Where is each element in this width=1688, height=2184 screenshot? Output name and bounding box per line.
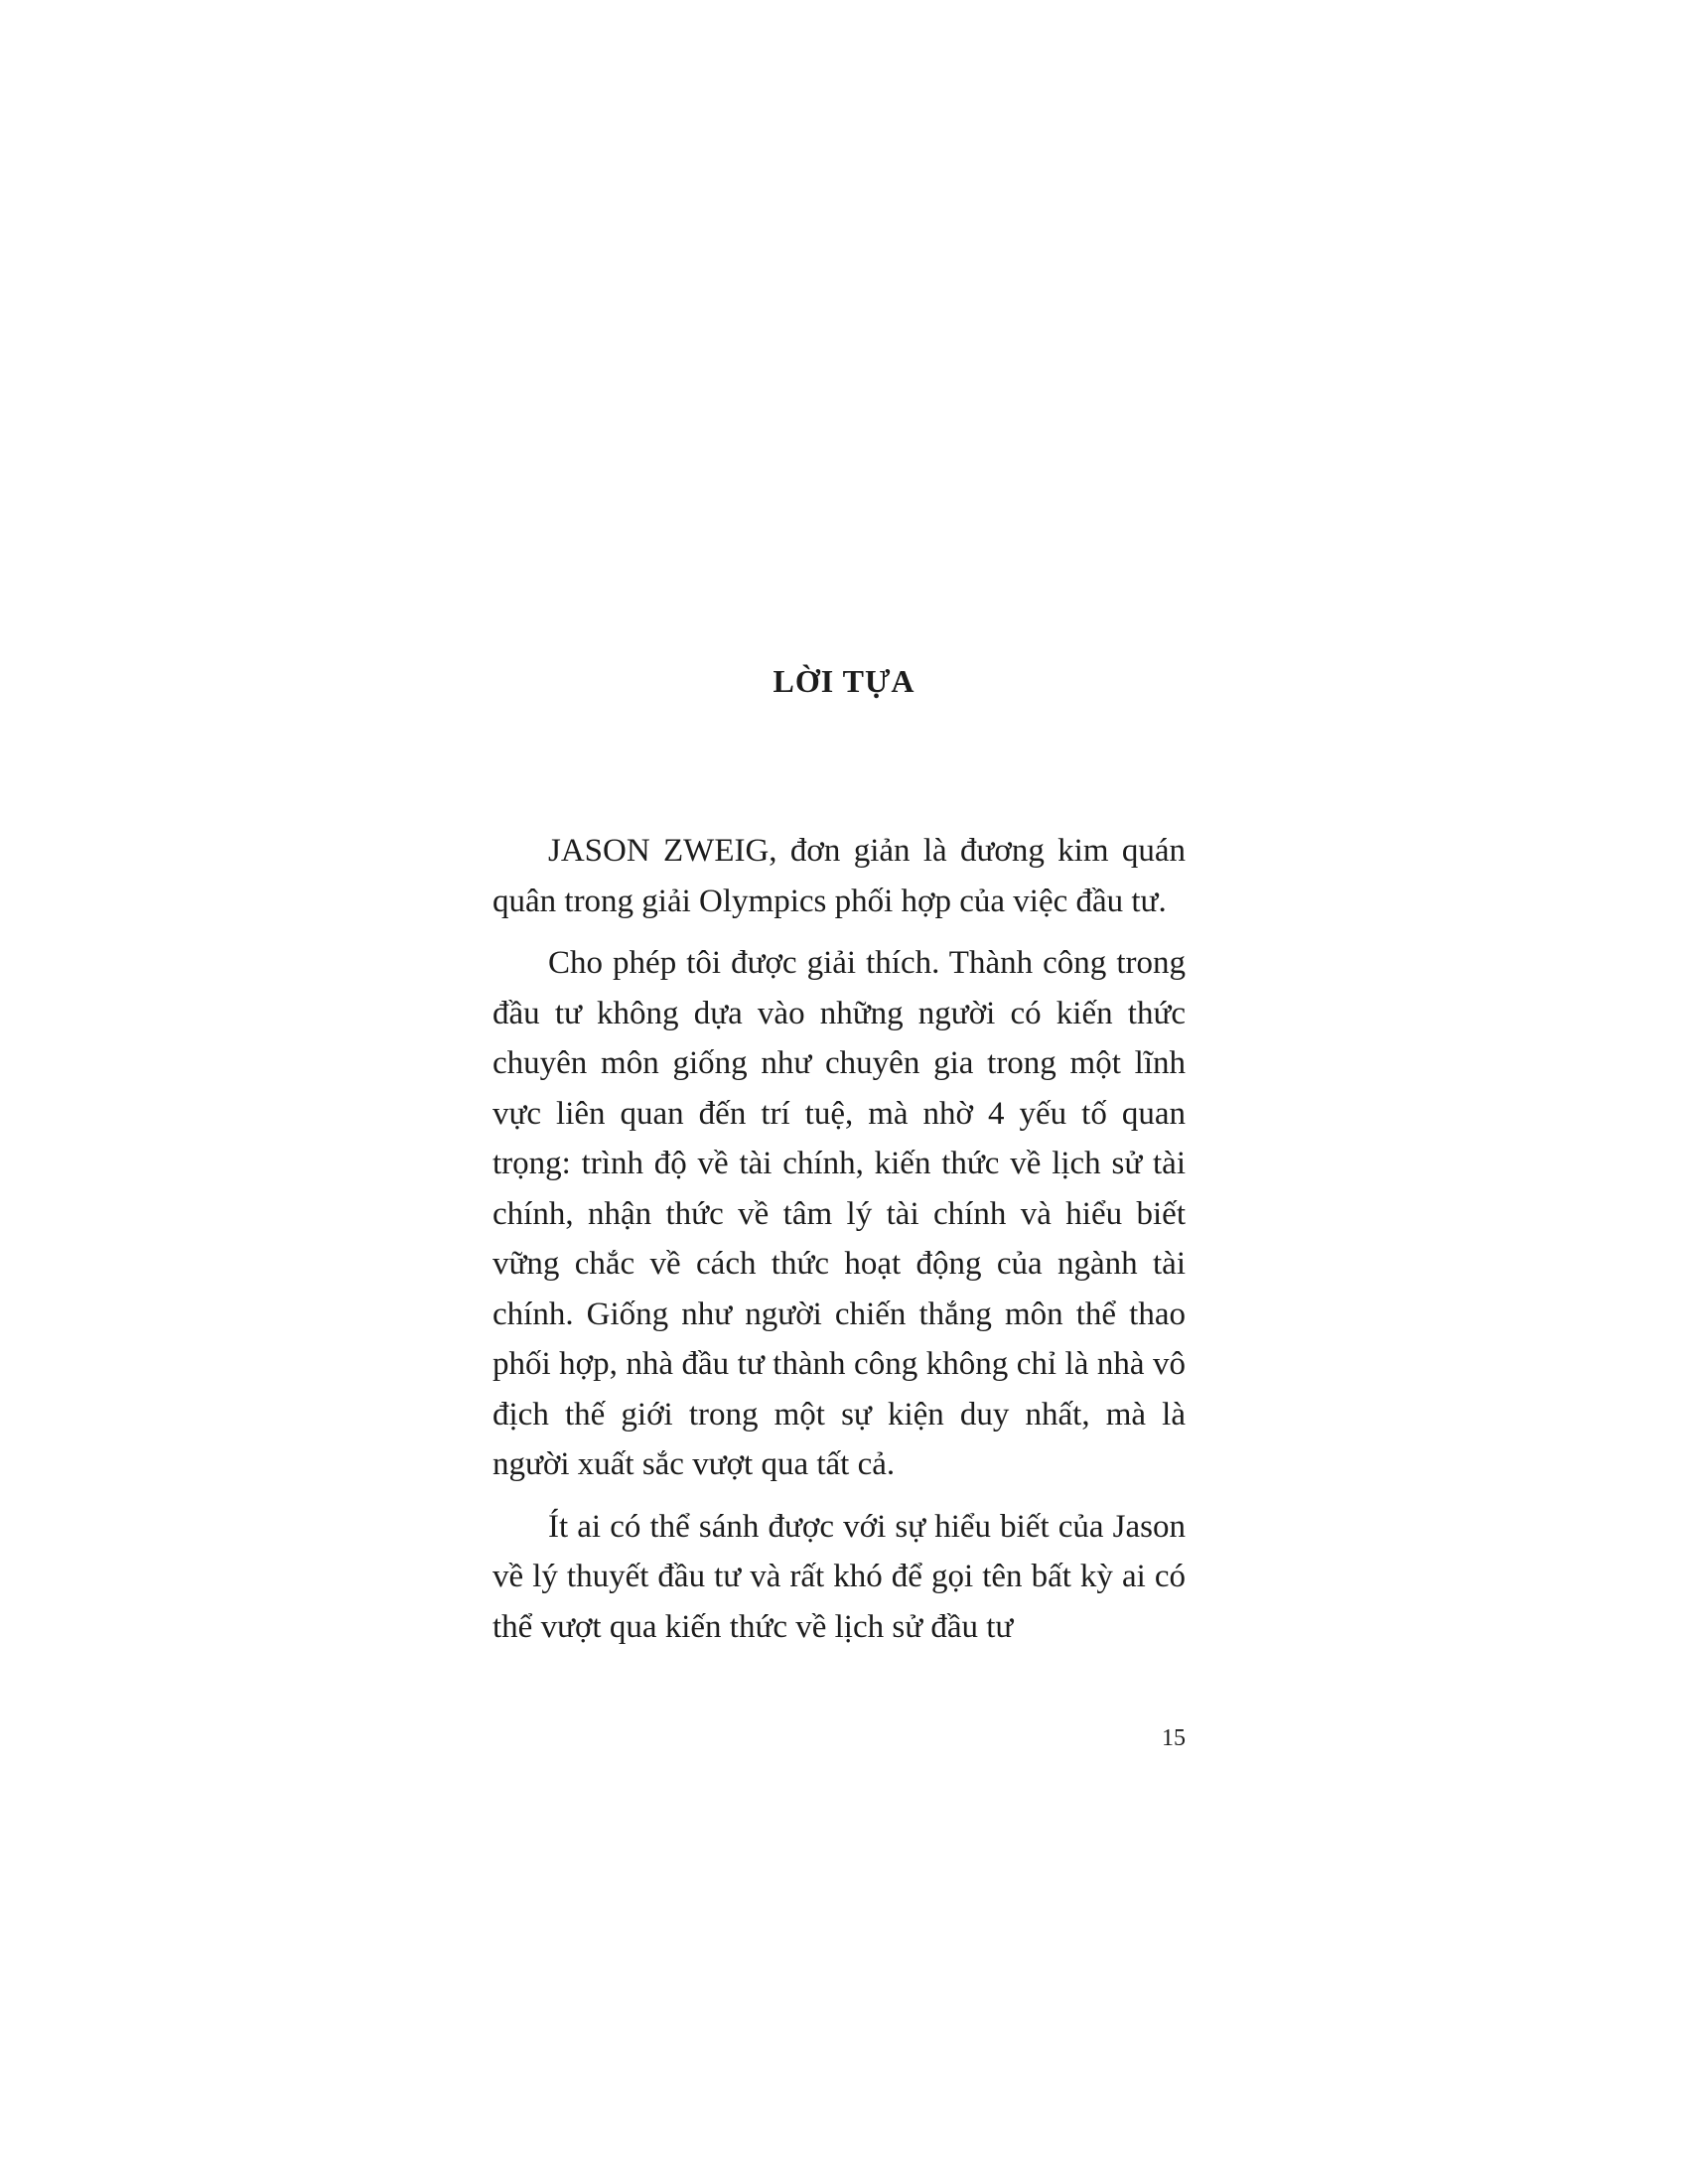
chapter-title: LỜI TỰA [773,663,915,699]
paragraph-2: Cho phép tôi được giải thích. Thành công trong đầu tư không dựa vào những người có kiến thức chuyên môn giống như chuyên gia trong một lĩnh vực liên quan đến trí tuệ, mà nhờ 4 yếu tố quan trọng: trình độ về tài chính, kiến thức về lịch sử tài chính, nhận thức về tâm lý tài chính và hiểu biết vững chắc về cách thức hoạt động của ngành tài chính. Giống như người chiến thắng môn thể thao phối hợp, nhà đầu tư thành công không chỉ là nhà vô địch thế giới trong một sự kiện duy nhất, mà là người xuất sắc vượt qua tất cả. [492,945,1186,1482]
body-text [492,826,1186,1664]
paragraph-1: JASON ZWEIG, đơn giản là đương kim quán quân trong giải Olympics phối hợp của việc đầu tư. [492,833,1186,919]
page-number: 15 [1162,1725,1186,1751]
paragraph-3: Ít ai có thể sánh được với sự hiểu biết của Jason về lý thuyết đầu tư và rất khó để gọi tên bất kỳ ai có thể vượt qua kiến thức về lịch sử đầu tư [492,1508,1186,1645]
